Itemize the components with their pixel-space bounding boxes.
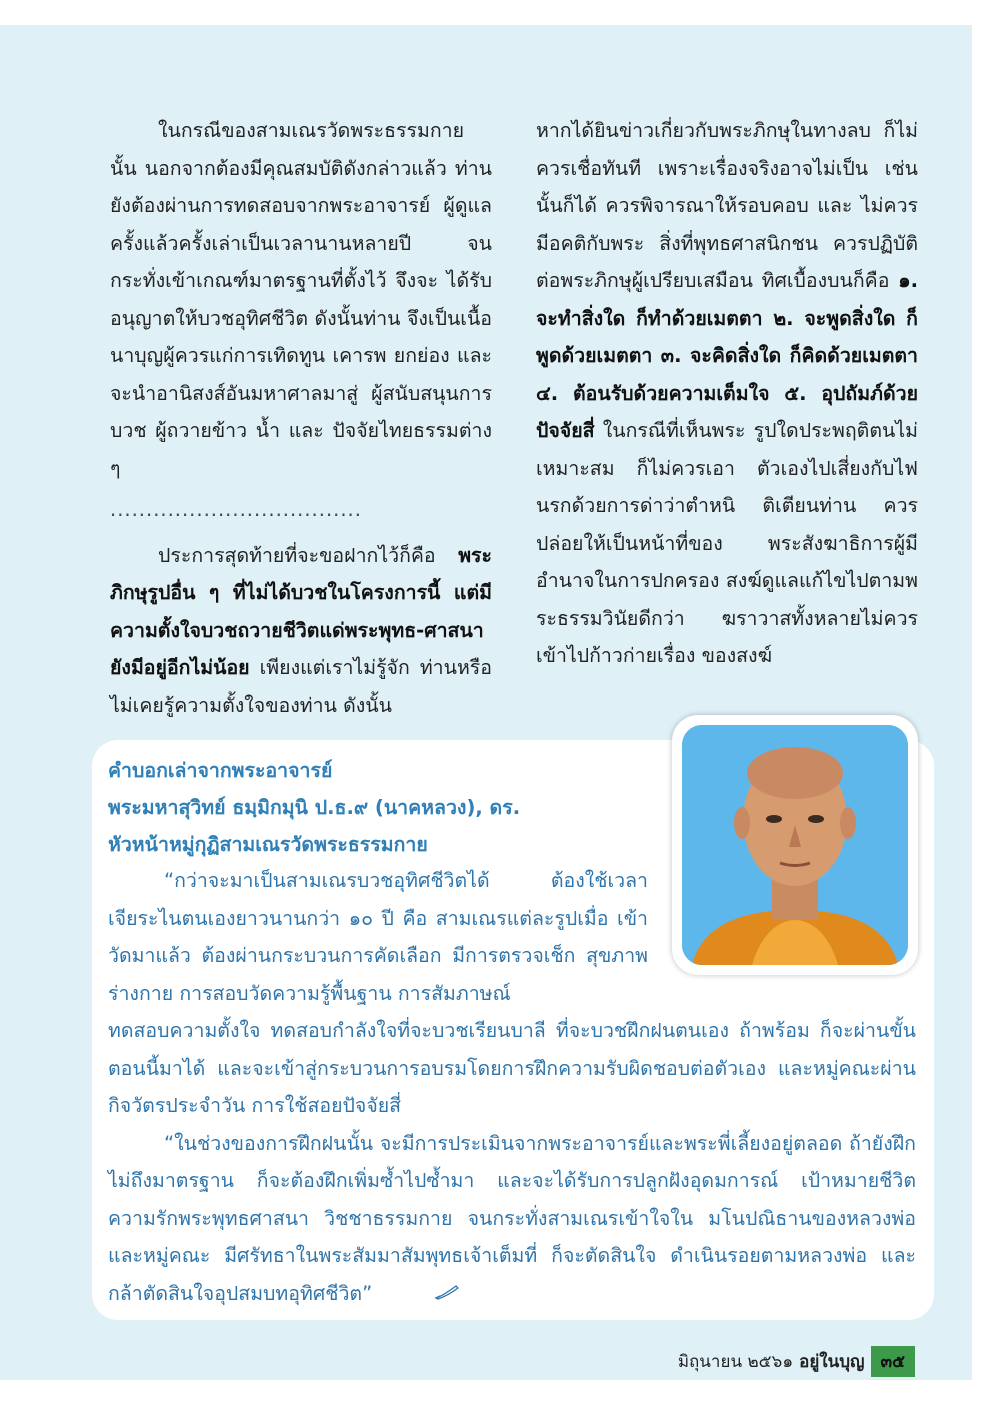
left-paragraph-1: ในกรณีของสามเณรวัดพระธรรมกาย นั้น นอกจากต้องมีคุณสมบัติดังกล่าวแล้ว ท่านยังต้องผ่านการทดสอบจากพระอาจารย์ ผู้ดูแลครั้งแล้วครั้งเล่าเป็นเวลานานหลายปี จนกระทั่งเข้าเกณฑ์มาตรฐานที่ตั้งไว้ จึงจะ ได้รับอนุญาตให้บวชอุทิศชีวิต ดังนั้นท่าน จึงเป็นเนื้อนาบุญผู้ควรแก่การเทิดทูน เคารพ ยกย่อง และจะนำอานิสงส์อันมหาศาลมาสู่ ผู้สนับสนุนการบวช ผู้ถวายข้าว น้ำ และ ปัจจัยไทยธรรมต่าง ๆ xyxy=(110,119,492,480)
quote-heading-line-2: พระมหาสุวิทย์ ธมฺมิกมุนิ ป.ธ.๙ (นาคหลวง), ดร. xyxy=(108,796,521,819)
left-paragraph-2-bold: พระภิกษุรูปอื่น ๆ ที่ไม่ได้บวชในโครงการนี้ แต่มีความตั้งใจบวชถวายชีวิตแด่พระพุทธ-ศาสนายังมีอยู่อีกไม่น้อย xyxy=(110,543,492,679)
right-paragraph-rest: ในกรณีที่เห็นพระ รูปใดประพฤติตนไม่เหมาะสม ก็ไม่ควรเอา ตัวเองไปเสี่ยงกับไฟนรกด้วยการด่าว่าตำหนิ ติเตียนท่าน ควรปล่อยให้เป็นหน้าที่ของ พระสังฆาธิการผู้มีอำนาจในการปกครอง สงฆ์ดูแลแก้ไขไปตามพระธรรมวินัยดีกว่า ฆราวาสทั้งหลายไม่ควรเข้าไปก้าวก่ายเรื่อง ของสงฆ์ xyxy=(536,419,918,667)
quote-heading-line-3: หัวหน้าหมู่กุฏิสามเณรวัดพระธรรมกาย xyxy=(108,833,428,856)
magazine-name: อยู่ในบุญ xyxy=(799,1352,865,1372)
right-column xyxy=(536,112,918,675)
right-paragraph-plain: หากได้ยินข่าวเกี่ยวกับพระภิกษุในทางลบ ก็ไม่ควรเชื่อทันที เพราะเรื่องจริงอาจไม่เป็น เช่นนั้นก็ได้ ควรพิจารณาให้รอบคอบ และ ไม่ควรมีอคติกับพระ สิ่งที่พุทธศาสนิกชน ควรปฏิบัติต่อพระภิกษุผู้เปรียบเสมือน ทิศเบื้องบนก็คือ xyxy=(536,119,918,292)
right-paragraph-bold-list: ๑. จะทำสิ่งใด ก็ทำด้วยเมตตา ๒. จะพูดสิ่งใด ก็พูดด้วยเมตตา ๓. จะคิดสิ่งใด ก็คิดด้วยเมตตา ๔. ต้อนรับด้วยความเต็มใจ ๕. อุปถัมภ์ด้วยปัจจัยสี่ xyxy=(536,269,918,442)
page-footer xyxy=(678,1346,915,1377)
quote-paragraph-1-bottom xyxy=(108,1012,916,1312)
quote-paragraph-1-top xyxy=(108,862,648,1012)
right-paragraph xyxy=(536,112,918,675)
left-paragraph-2-rest: เพียงแต่เราไม่รู้จัก ท่านหรือไม่เคยรู้ความตั้งใจของท่าน ดังนั้น xyxy=(110,656,492,717)
pen-icon xyxy=(378,1275,460,1313)
left-paragraph-2-intro: ประการสุดท้ายที่จะขอฝากไว้ก็คือ xyxy=(158,543,436,567)
page-number: ๓๕ xyxy=(871,1346,916,1377)
quote-text-2-body: “ในช่วงของการฝึกฝนนั้น จะมีการประเมินจากพระอาจารย์และพระพี่เลี้ยงอยู่ตลอด ถ้ายังฝึกไม่ถึงมาตรฐาน ก็จะต้องฝึกเพิ่มซ้ำไปซ้ำมา และจะได้รับการปลูกฝังอุดมการณ์ เป้าหมายชีวิต ความรักพระพุทธศาสนา วิชชาธรรมกาย จนกระทั่งสามเณรเข้าใจใน มโนปณิธานของหลวงพ่อและหมู่คณะ มีศรัทธาในพระสัมมาสัมพุทธเจ้าเต็มที่ ก็จะตัดสินใจ ดำเนินรอยตามหลวงพ่อ และกล้าตัดสินใจอุปสมบทอุทิศชีวิต” xyxy=(108,1131,916,1305)
issue-date: มิถุนายน ๒๕๖๑ xyxy=(677,1352,794,1372)
left-column xyxy=(110,112,492,724)
quote-text-2 xyxy=(108,1125,916,1313)
quote-heading-line-1: คำบอกเล่าจากพระอาจารย์ xyxy=(108,759,333,782)
separator-dots: ................................... xyxy=(110,498,362,521)
quote-heading xyxy=(108,752,520,863)
quote-text-1a: “กว่าจะมาเป็นสามเณรบวชอุทิศชีวิตได้ ต้องใช้เวลา เจียระไนตนเองยาวนานกว่า ๑๐ ปี คือ สามเณรแต่ละรูปเมื่อ เข้าวัดมาแล้ว ต้องผ่านกระบวนการคัดเลือก มีการตรวจเช็ก สุขภาพร่างกาย การสอบวัดความรู้พื้นฐาน การสัมภาษณ์ xyxy=(108,869,648,1005)
quote-text-1b: ทดสอบความตั้งใจ ทดสอบกำลังใจที่จะบวชเรียนบาลี ที่จะบวชฝึกฝนตนเอง ถ้าพร้อม ก็จะผ่านขั้นตอนนี้มาได้ และจะเข้าสู่กระบวนการอบรมโดยการฝึกความรับผิดชอบต่อตัวเอง และหมู่คณะผ่านกิจวัตรประจำวัน การใช้สอยปัจจัยสี่ xyxy=(108,1019,916,1117)
left-paragraph-2 xyxy=(110,537,492,725)
monk-portrait xyxy=(682,725,908,965)
